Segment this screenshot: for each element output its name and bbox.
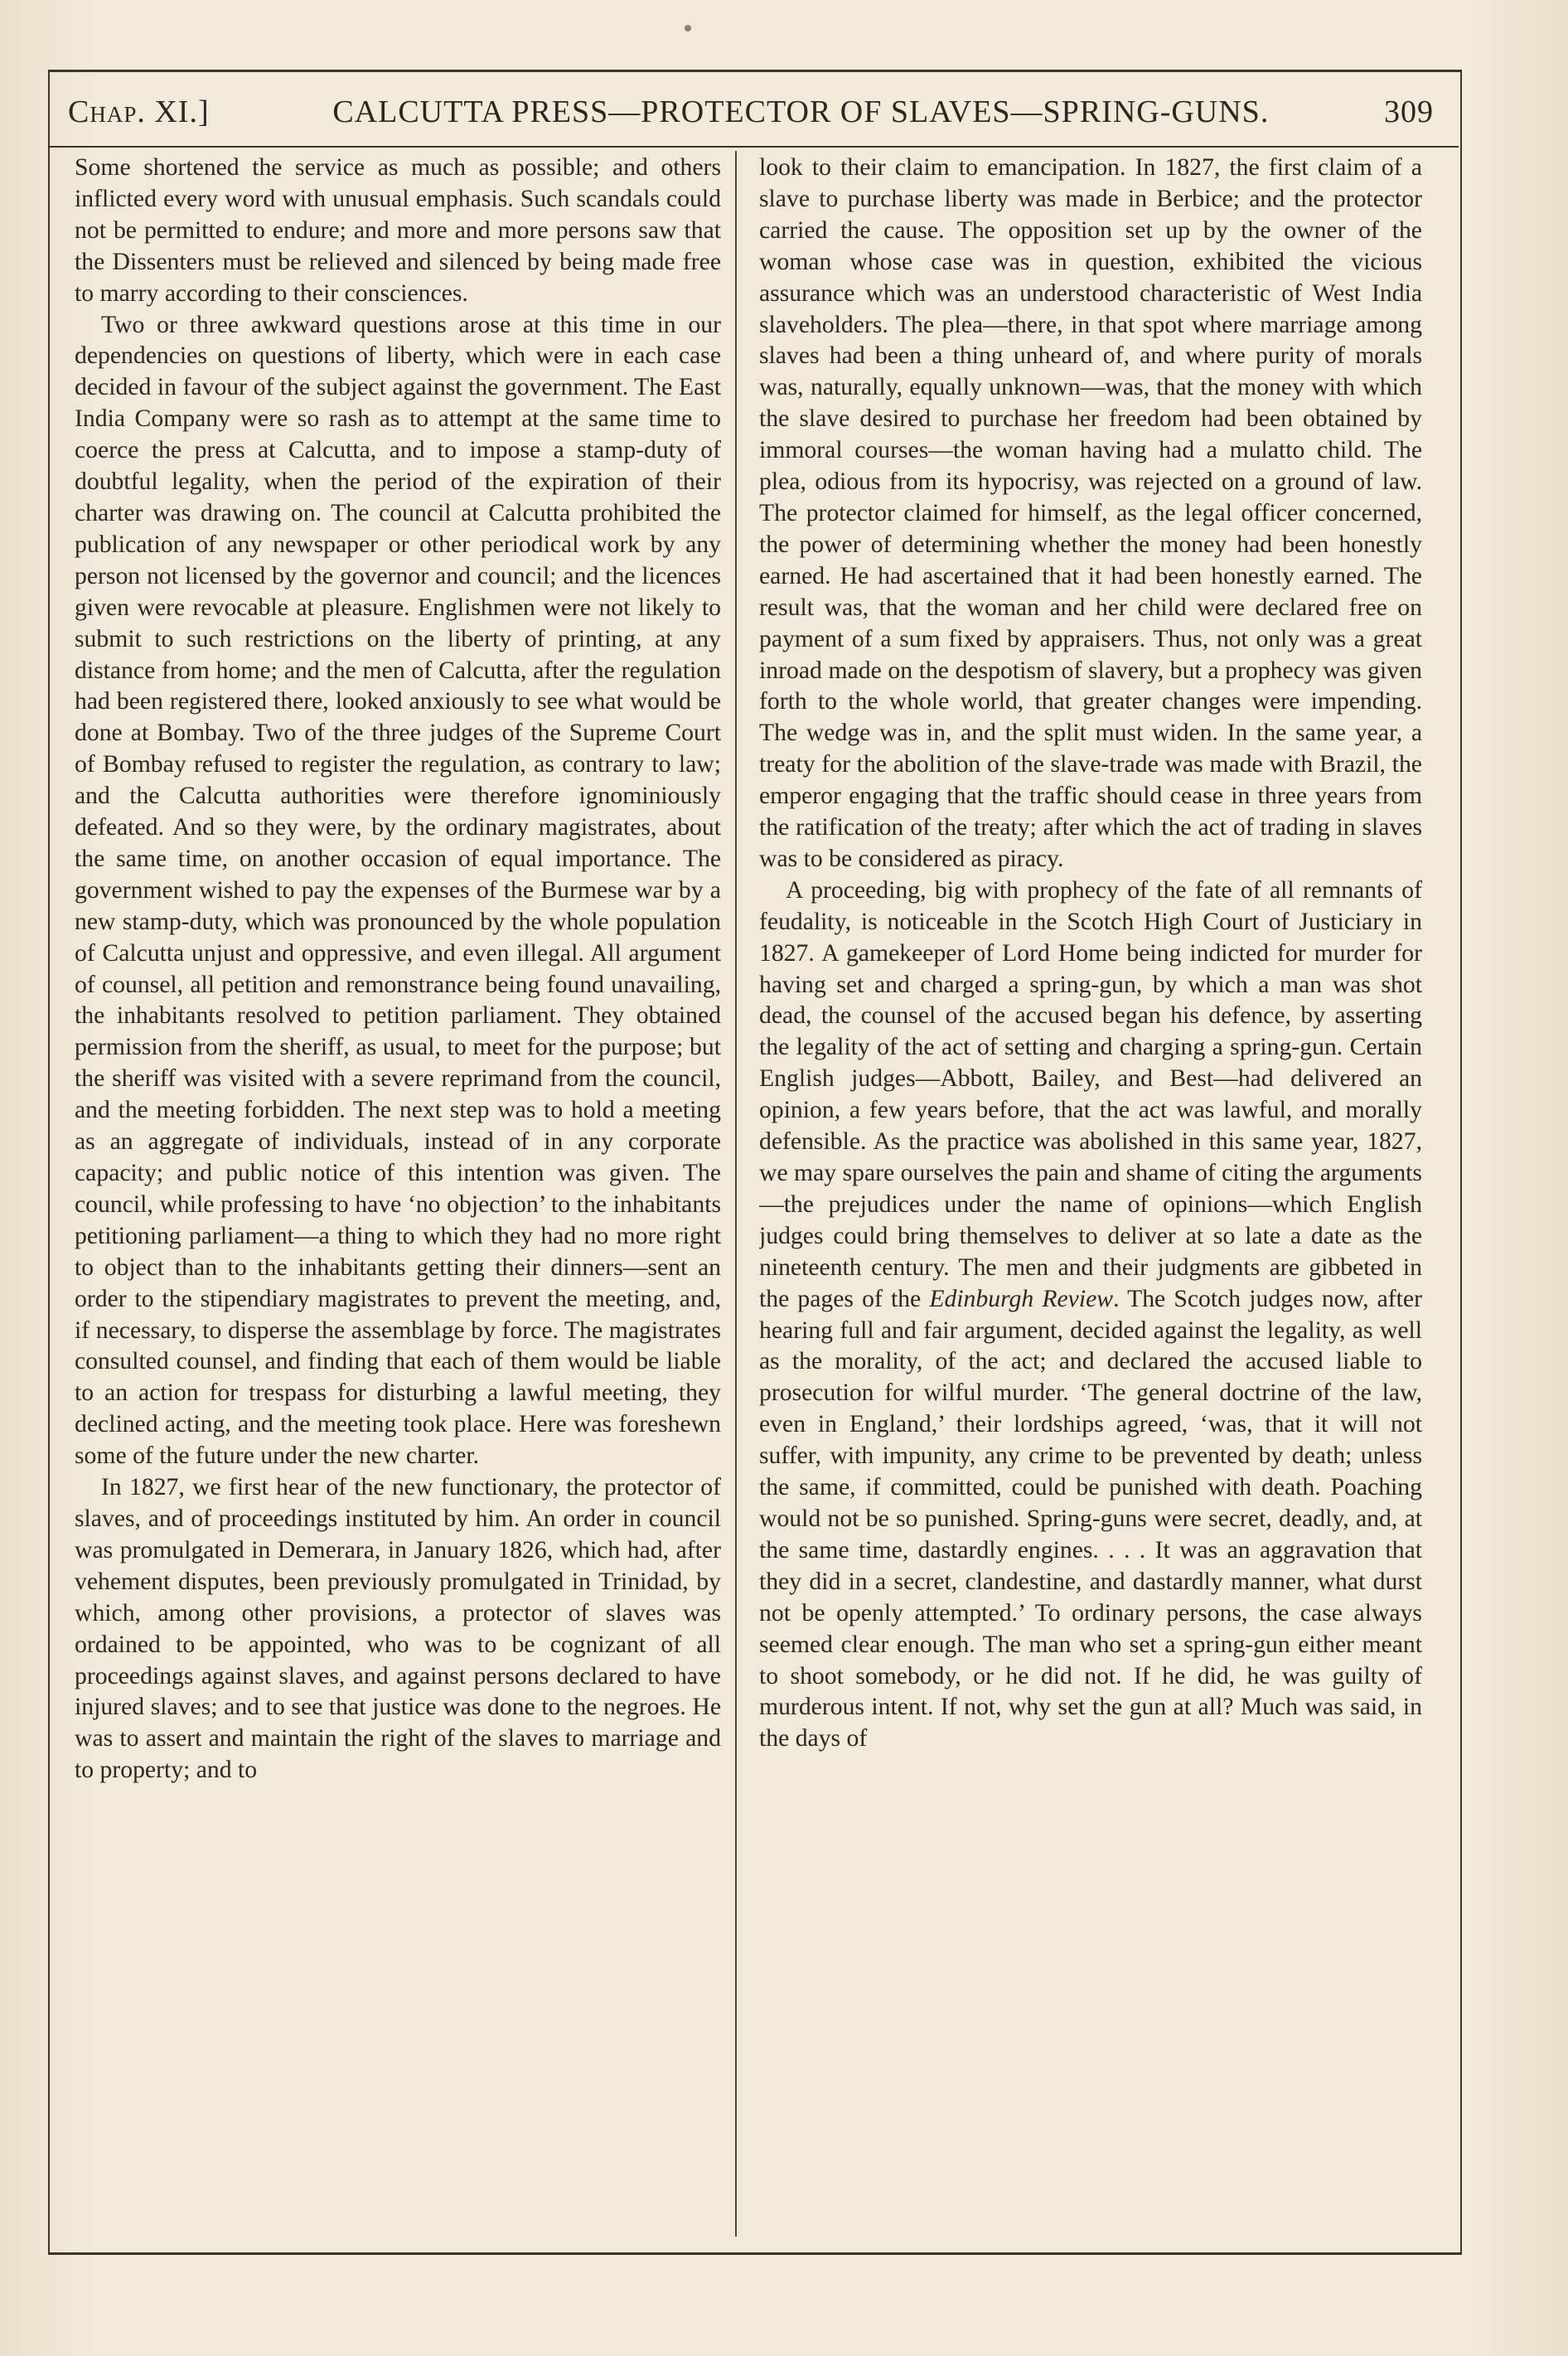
paragraph: Some shortened the service as much as possible; and others inflicted every word with unusual emphasis. Such scandals could not be permitted to endure; and more and more persons saw that the Dissenters must be relieved and silenced by being made free to marry according to their consciences. (75, 154, 721, 307)
paragraph: In 1827, we first hear of the new functionary, the protector of slaves, and of proceedings instituted by him. An order in council was promulgated in Demerara, in January 1826, which had, after vehement disputes, been previously promulgated in Trinidad, by which, among other provisions, a protector of slaves was ordained to be appointed, who was to be cognizant of all proceedings against slaves, and against persons declared to have injured slaves; and to see that justice was done to the negroes. He was to assert and maintain the right of the slaves to marriage and to property; and to (75, 1474, 721, 1784)
paragraph-text: . The Scotch judges now, after hearing full and fair argument, decided against the legality, as well as the morality, of the act; and declared the accused liable to prosecution for wilful murder. ‘The general doctrine of the law, even in England,’ their lordships agreed, ‘was, that it will not suffer, with impunity, any crime to be prevented by death; unless the same, if committed, could be punished with death. Poaching would not be so punished. Spring-guns were secret, deadly, and, at the same time, dastardly engines. . . . It was an aggravation that they did in a secret, clandestine, and dastardly manner, what durst not be openly attempted.’ To ordinary persons, the case always seemed clear enough. The man who set a spring-gun either meant to shoot somebody, or he did not. If he did, he was guilty of murderous intent. If not, why set the gun at all? Much was said, in the days of (759, 1285, 1422, 1752)
page-number: 309 (1384, 95, 1434, 129)
right-column (759, 153, 1422, 2233)
header-rule (50, 146, 1459, 148)
journal-title: Edinburgh Review (929, 1285, 1114, 1312)
left-column (75, 153, 721, 2233)
paragraph-text: A proceeding, big with prophecy of the fate of all remnants of feudality, is noticeable in the Scotch High Court of Justiciary in 1827. A gamekeeper of Lord Home being indicted for murder for having set and charged a spring-gun, by which a man was shot dead, the counsel of the accused began his defence, by asserting the legality of the act of setting and charging a spring-gun. Certain English judges—Abbott, Bailey, and Best—had delivered an opinion, a few years before, that the act was lawful, and morally defensible. As the practice was abolished in this same year, 1827, we may spare ourselves the pain and shame of citing the arguments—the prejudices under the name of opinions—which English judges could bring themselves to deliver at so late a date as the nineteenth century. The men and their judgments are gibbeted in the pages of the (759, 876, 1422, 1312)
running-header (50, 83, 1459, 141)
paragraph: Two or three awkward questions arose at this time in our dependencies on questions of liberty, which were in each case decided in favour of the subject against the government. The East India Company were so rash as to attempt at the same time to coerce the press at Calcutta, and to impose a stamp-duty of doubtful legality, when the period of the expiration of their charter was drawing on. The council at Calcutta prohibited the publication of any newspaper or other periodical work by any person not licensed by the governor and council; and the licences given were revocable at pleasure. Englishmen were not likely to submit to such restrictions on the liberty of printing, at any distance from home; and the men of Calcutta, after the regulation had been registered there, looked anxiously to see what would be done at Bombay. Two of the three judges of the Supreme Court of Bombay refused to register the regulation, as contrary to law; and the Calcutta authorities were therefore ignominiously defeated. And so they were, by the ordinary magistrates, about the same time, on another occasion of equal importance. The government wished to pay the expenses of the Burmese war by a new stamp-duty, which was pronounced by the whole population of Calcutta unjust and oppressive, and even illegal. All argument of counsel, all petition and remonstrance being found unavailing, the inhabitants resolved to petition parliament. They obtained permission from the sheriff, as usual, to meet for the purpose; but the sheriff was visited with a severe reprimand from the council, and the meeting forbidden. The next step was to hold a meeting as an aggregate of individuals, instead of in any corporate capacity; and public notice of this intention was given. The council, while professing to have ‘no objection’ to the inhabitants petitioning parliament—a thing to which they had no more right to object than to the inhabitants getting their dinners—sent an order to the stipendiary magistrates to prevent the meeting, and, if necessary, to disperse the assemblage by force. The magistrates consulted counsel, and finding that each of them would be liable to an action for trespass for disturbing a lawful meeting, they declined acting, and the meeting took place. Here was foreshewn some of the future under the new charter. (75, 311, 721, 1470)
paragraph: look to their claim to emancipation. In 1827, the first claim of a slave to purchase liberty was made in Berbice; and the protector carried the cause. The opposition set up by the owner of the woman whose case was in question, exhibited the vicious assurance which was an understood characteristic of West India slaveholders. The plea—there, in that spot where marriage among slaves had been a thing unheard of, and where purity of morals was, naturally, equally unknown—was, that the money with which the slave desired to purchase her freedom had been obtained by immoral courses—the woman having had a mulatto child. The plea, odious from its hypocrisy, was rejected on a ground of law. The protector claimed for himself, as the legal officer concerned, the power of determining whether the money had been honestly earned. He had ascertained that it had been honestly earned. The result was, that the woman and her child were declared free on payment of a sum fixed by appraisers. Thus, not only was a great inroad made on the despotism of slavery, but a prophecy was given forth to the whole world, that greater changes were impending. The wedge was in, and the split must widen. In the same year, a treaty for the abolition of the slave-trade was made with Brazil, the emperor engaging that the traffic should cease in three years from the ratification of the treaty; after which the act of trading in slaves was to be considered as piracy. (759, 154, 1422, 872)
running-title: CALCUTTA PRESS—PROTECTOR OF SLAVES—SPRING-GUNS. (332, 95, 1270, 129)
paragraph (759, 875, 1422, 1755)
chapter-label: Chap. XI.] (68, 95, 210, 129)
printer-mark (685, 25, 691, 32)
column-divider (735, 151, 737, 2237)
